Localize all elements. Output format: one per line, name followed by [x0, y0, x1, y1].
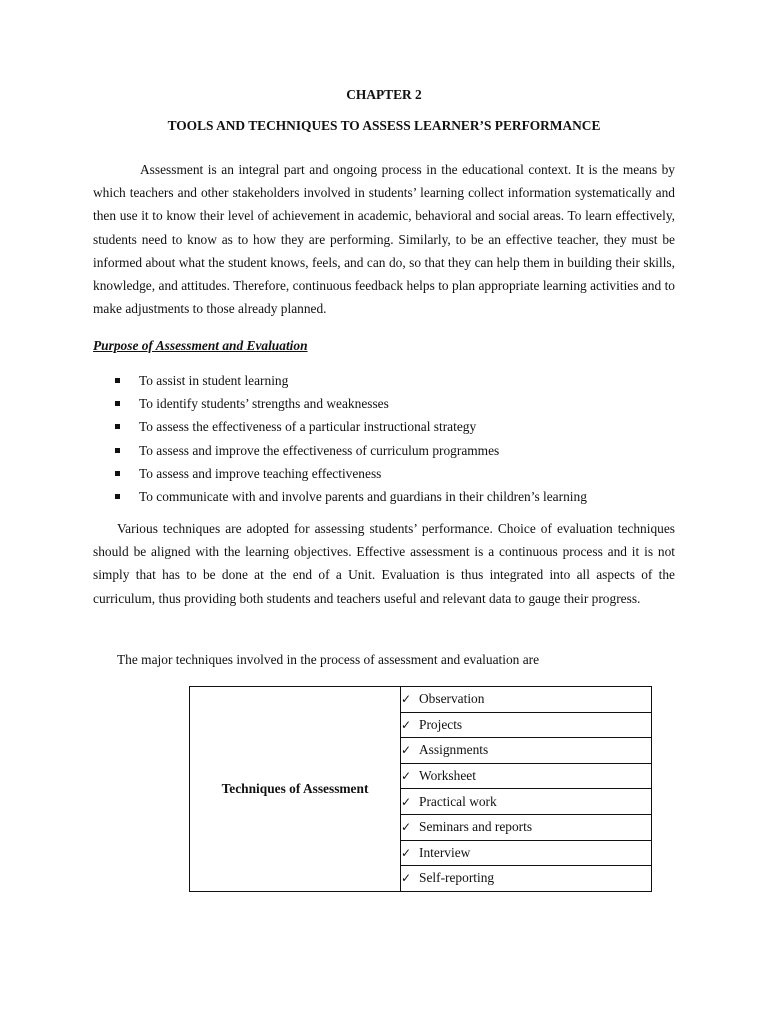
check-icon: ✓: [401, 820, 412, 835]
table-cell: ✓ Assignments: [401, 738, 652, 764]
bullet-square-icon: [115, 378, 120, 383]
check-icon: ✓: [401, 717, 412, 732]
bullet-square-icon: [115, 471, 120, 476]
techniques-label: Techniques of Assessment: [190, 687, 401, 892]
table-cell: ✓ Worksheet: [401, 763, 652, 789]
table-row: [190, 687, 652, 713]
check-icon: ✓: [401, 794, 412, 809]
techniques-table: [189, 686, 652, 892]
major-techniques-intro: The major techniques involved in the process of assessment and evaluation are: [117, 652, 540, 667]
table-cell: ✓ Practical work: [401, 789, 652, 815]
check-icon: ✓: [401, 871, 412, 886]
list-item: To assess and improve teaching effectiveness: [112, 462, 587, 485]
list-item: To communicate with and involve parents and guardians in their children’s learning: [112, 485, 587, 508]
purpose-list: [112, 369, 587, 508]
check-icon: ✓: [401, 692, 412, 707]
list-item: To assess the effectiveness of a particular instructional strategy: [112, 415, 587, 438]
section-heading: Purpose of Assessment and Evaluation: [93, 338, 308, 353]
check-icon: ✓: [401, 769, 412, 784]
bullet-square-icon: [115, 424, 120, 429]
bullet-square-icon: [115, 448, 120, 453]
check-icon: ✓: [401, 743, 412, 758]
chapter-title: TOOLS AND TECHNIQUES TO ASSESS LEARNER’S PERFORMANCE: [167, 118, 601, 133]
table-cell: ✓ Interview: [401, 840, 652, 866]
chapter-heading: CHAPTER 2: [346, 87, 422, 102]
intro-paragraph: Assessment is an integral part and ongoing process in the educational context. It is the means by which teachers and other stakeholders involved in students’ learning collect information systematically and then use it to know their level of achievement in academic, behavioral and social areas. To learn effectively, students need to know as to how they are performing. Similarly, to be an effective teacher, they must be informed about what the student knows, feels, and can do, so that they can help them in building their skills, knowledge, and attitudes. Therefore, continuous feedback helps to plan appropriate learning activities and to make adjustments to those already planned.: [93, 162, 675, 317]
techniques-paragraph: Various techniques are adopted for assessing students’ performance. Choice of evaluation techniques should be aligned with the learning objectives. Effective assessment is a continuous process and it is not simply that has to be done at the end of a Unit. Evaluation is thus integrated into all aspects of the curriculum, thus providing both students and teachers useful and relevant data to gauge their progress.: [93, 521, 675, 606]
table-cell: ✓ Observation: [401, 687, 652, 713]
bullet-square-icon: [115, 401, 120, 406]
table-cell: ✓ Self-reporting: [401, 866, 652, 892]
check-icon: ✓: [401, 845, 412, 860]
list-item: To assess and improve the effectiveness of curriculum programmes: [112, 439, 587, 462]
table-cell: ✓ Seminars and reports: [401, 814, 652, 840]
bullet-square-icon: [115, 494, 120, 499]
list-item: To assist in student learning: [112, 369, 587, 392]
table-cell: ✓ Projects: [401, 712, 652, 738]
list-item: To identify students’ strengths and weaknesses: [112, 392, 587, 415]
